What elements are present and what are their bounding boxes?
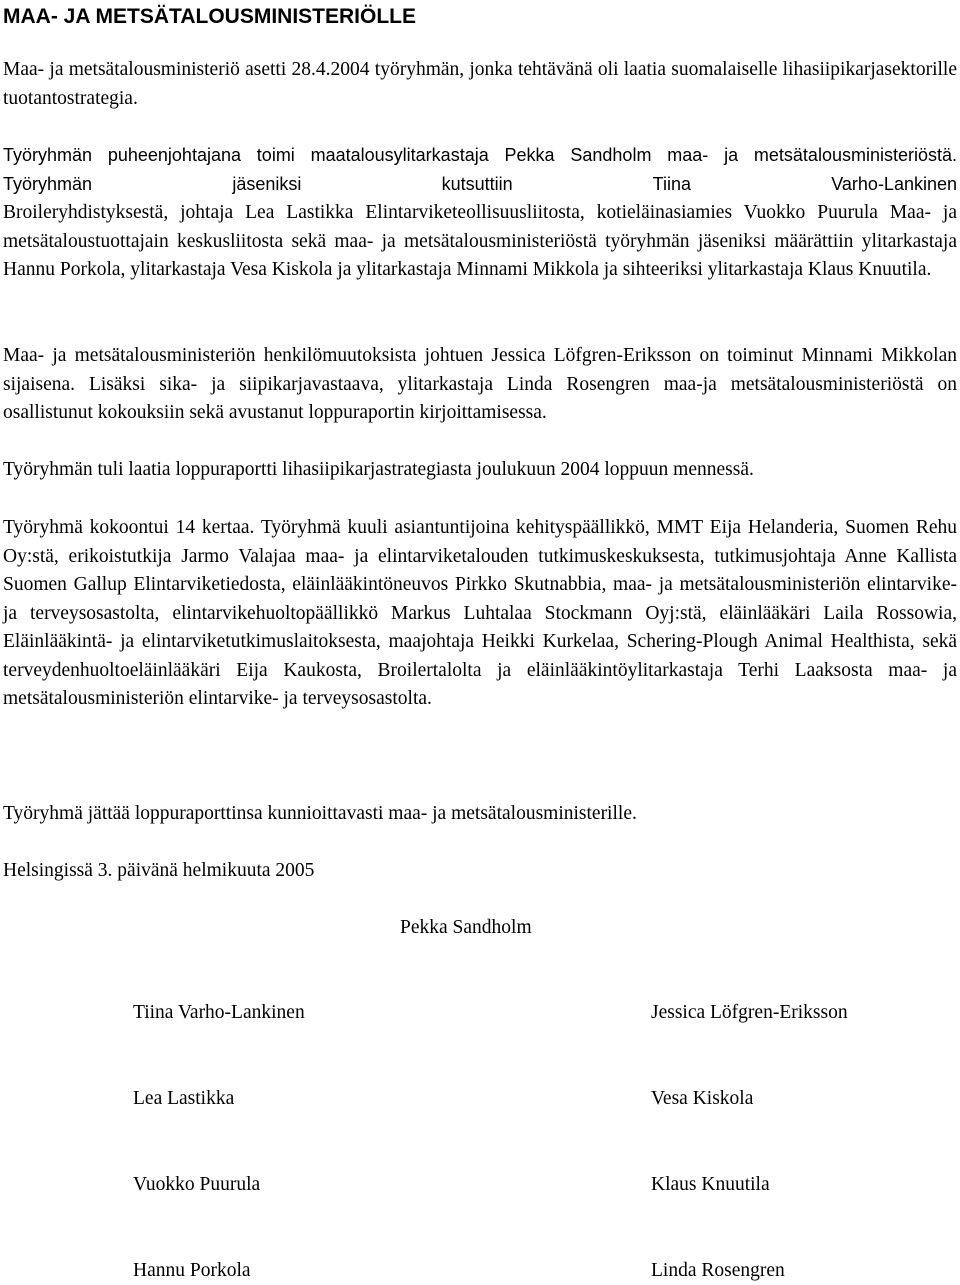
paragraph-assignment: Maa- ja metsätalousministeriö asetti 28.4.2004 työryhmän, jonka tehtävänä oli laatia suomalaiselle lihasiipikarjasektorille tuotantostrategia. [3,59,957,109]
paragraph-personnel-changes: Maa- ja metsätalousministeriön henkilömuutoksista johtuen Jessica Löfgren-Eriksson on toiminut Minnami Mikkolan sijaisena. Lisäksi sika- ja siipikarjavastaava, ylitarkastaja Linda Rosengren maa-ja metsätalousministeriöstä on osallistunut kokouksiin sekä avustanut loppuraportin kirjoittamisessa. [3,345,957,423]
paragraph-experts: Työryhmä kokoontui 14 kertaa. Työryhmä kuuli asiantuntijoina kehityspäällikkö, MMT Eija Helanderia, Suomen Rehu Oy:stä, erikoistutkija Jarmo Valajaa maa- ja elintarviketalouden tutkimuskeskuksesta, tutkimusjohtaja Anne Kallista Suomen Gallup Elintarviketiedosta, eläinlääkintöneuvos Pirkko Skutnabbia, maa- ja metsätalousministeriön elintarvike- ja terveysosastolta, elintarvikehuoltopäällikkö Markus Luhtalaa Stockmann Oyj:stä, eläinlääkäri Laila Rossowia, Eläinlääkintä- ja elintarviketutkimuslaitoksesta, maajohtaja Heikki Kurkelaa, Schering-Plough Animal Healthista, sekä terveydenhuoltoeläinlääkäri Eija Kaukosta, Broilertalolta ja eläinlääkintöylitarkastaja Terhi Laaksosta maa- ja metsätalousministeriön elintarvike- ja terveysosastolta. [3,517,957,709]
signature-right-3: Klaus Knuutila [651,1174,770,1195]
place-and-date: Helsingissä 3. päivänä helmikuuta 2005 [3,860,315,881]
paragraph-members-intro: Työryhmän puheenjohtajana toimi maatalousylitarkastaja Pekka Sandholm maa- ja metsätalousministeriöstä. Työryhmän jäseniksi kutsuttiin Tiina Varho-Lankinen [3,145,957,194]
paragraph-submission: Työryhmä jättää loppuraporttinsa kunnioittavasti maa- ja metsätalousministerille. [3,803,637,824]
signature-left-2: Lea Lastikka [133,1088,235,1109]
paragraph-members: Broileryhdistyksestä, johtaja Lea Lastikka Elintarviketeollisuusliitosta, kotieläinasiamies Vuokko Puurula Maa- ja metsätaloustuottajain keskusliitosta sekä maa- ja metsätalousministeriöstä työryhmän jäseniksi määrättiin ylitarkastaja Hannu Porkola, ylitarkastaja Vesa Kiskola ja ylitarkastaja Minnami Mikkola ja sihteeriksi ylitarkastaja Klaus Knuutila. [3,202,957,280]
paragraph-deadline: Työryhmän tuli laatia loppuraportti lihasiipikarjastrategiasta joulukuun 2004 loppuun mennessä. [3,459,754,480]
signature-right-4: Linda Rosengren [651,1260,785,1281]
signature-left-1: Tiina Varho-Lankinen [133,1002,305,1023]
signature-right-1: Jessica Löfgren-Eriksson [651,1002,848,1023]
document-heading: MAA- JA METSÄTALOUSMINISTERIÖLLE [3,5,416,28]
signature-right-2: Vesa Kiskola [651,1088,754,1109]
signature-left-4: Hannu Porkola [133,1260,251,1281]
signature-chair: Pekka Sandholm [400,917,532,938]
signature-left-3: Vuokko Puurula [133,1174,261,1195]
